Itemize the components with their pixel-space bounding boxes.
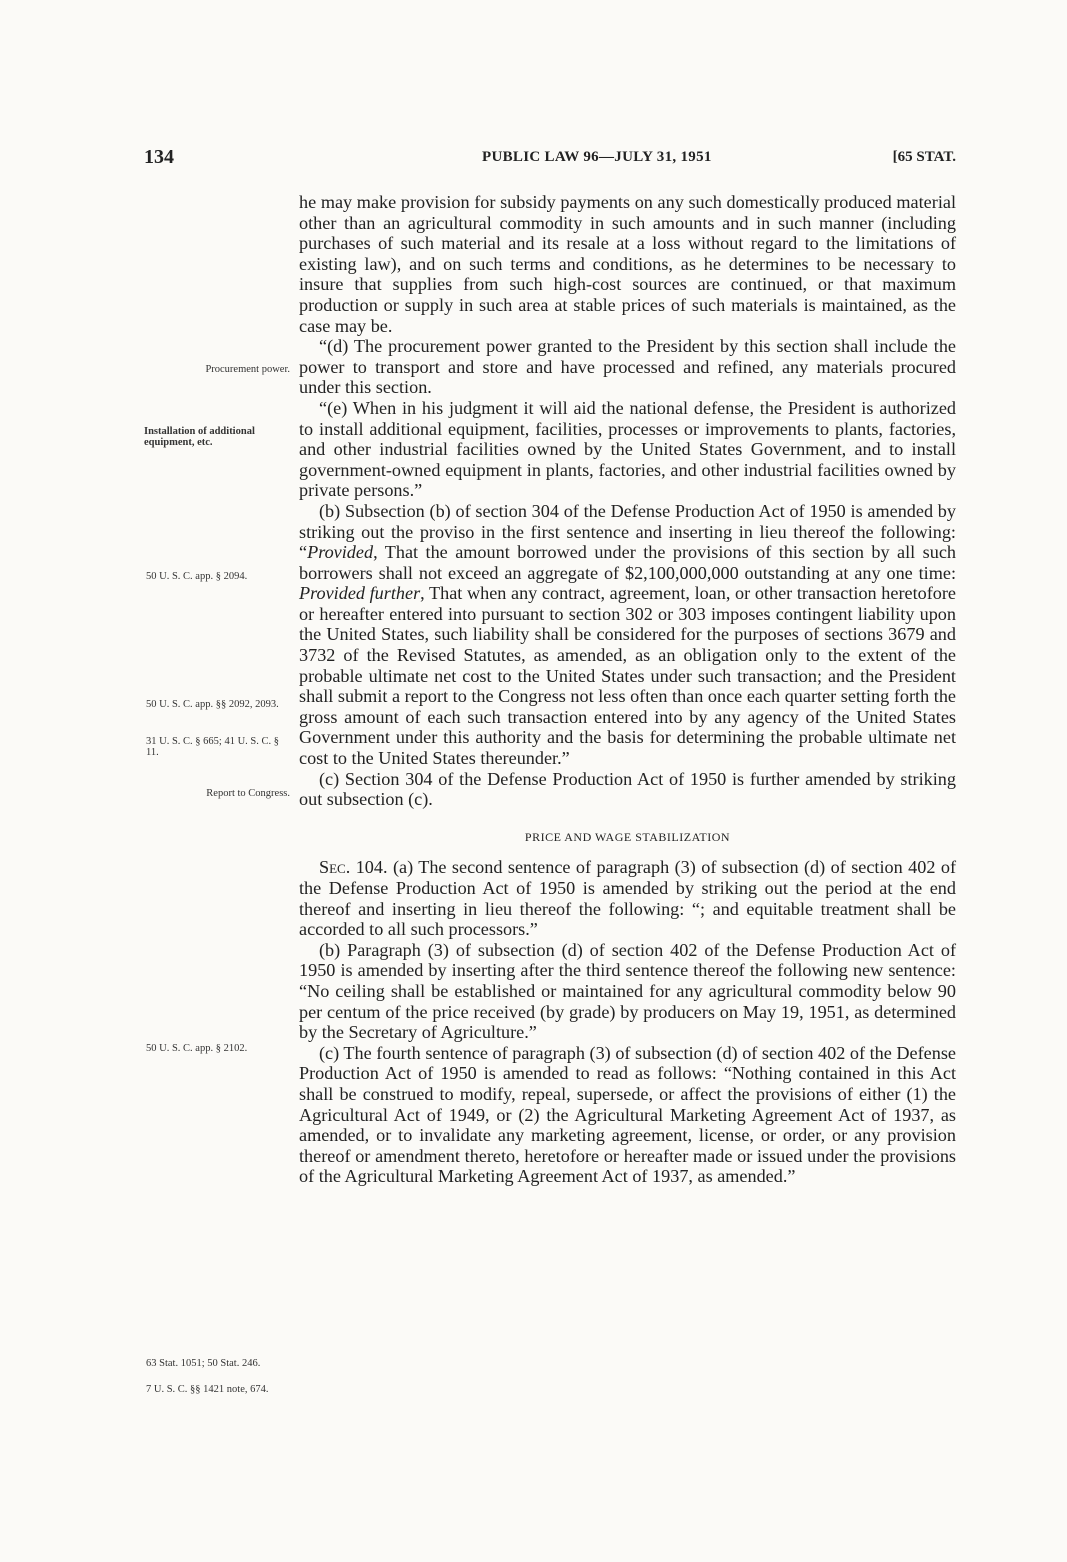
- body-text: [299, 192, 956, 1187]
- page-header: [144, 146, 956, 172]
- provided-italic: Provided: [307, 542, 374, 563]
- paragraph-b-part-2: , That the amount borrowed under the provisions of this section by all such borrowers shall not exceed an aggregate of $2,100,000,000 outstanding at any one time:: [299, 542, 956, 583]
- margin-note-cite-1421: 7 U. S. C. §§ 1421 note, 674.: [146, 1384, 269, 1395]
- margin-note-report-to-congress: Report to Congress.: [206, 788, 290, 799]
- section-104-a-text: (a) The second sentence of paragraph (3) of subsection (d) of section 402 of the Defense Production Act of 1950 is amended by striking out the period at the end thereof and inserting in lieu thereof the following: “; and equitable treatment shall be accorded to all such processors.”: [299, 857, 956, 940]
- paragraph-e-installation: “(e) When in his judgment it will aid the national defense, the President is authorized to install additional equipment, facilities, processes or improvements to plants, factories, and other industrial facilities owned by the United States Government, and to install government-owned equipment in plants, factories, and other industrial facilities owned by private persons.”: [299, 397, 956, 501]
- paragraph-b-amendment: [299, 501, 956, 769]
- section-label: Sec. 104.: [319, 857, 388, 878]
- margin-note-cite-665: 31 U. S. C. § 665; 41 U. S. C. § 11.: [146, 736, 280, 758]
- paragraph-b-part-3: , That when any contract, agreement, loan, or other transaction heretofore or hereafter entered into pursuant to section 302 or 303 imposes contingent liability upon the United States, such liability shall be considered for the purposes of sections 3679 and 3732 of the Revised Statutes, as amended, as an obligation only to the extent of the probable ultimate net cost to the United States under such transaction; and the President shall submit a report to the Congress not less often than once each quarter setting forth the gross amount of each such transaction entered into by any agency of the United States Government under this authority and the basis for determining the probable ultimate net cost to the United States thereunder.”: [299, 583, 956, 769]
- page-number: 134: [144, 146, 174, 168]
- section-heading: PRICE AND WAGE STABILIZATION: [524, 829, 731, 844]
- margin-note-cite-stat: 63 Stat. 1051; 50 Stat. 246.: [146, 1358, 261, 1369]
- volume-reference: [65 STAT.: [892, 149, 956, 165]
- margin-note-installation: Installation of additional equipment, etc.: [144, 426, 255, 448]
- running-head: PUBLIC LAW 96—JULY 31, 1951: [482, 149, 712, 165]
- paragraph-d-procurement: “(d) The procurement power granted to the President by this section shall include the power to transport and store and have processed and refined, any materials procured under this section.: [299, 336, 956, 398]
- paragraph-subsidy-continuation: he may make provision for subsidy payments on any such domestically produced material other than an agricultural commodity in such amounts and in such manner (including purchases of such material and its resale at a loss without regard to the limitations of existing law), and on such terms and conditions, as he determines to be necessary to insure that supplies from such high-cost sources are continued, or that maximum production or supply in such area at stable prices of such materials is maintained, as the case may be.: [299, 192, 956, 336]
- margin-note-cite-2094: 50 U. S. C. app. § 2094.: [146, 571, 248, 582]
- margin-note-cite-2102: 50 U. S. C. app. § 2102.: [146, 1043, 248, 1054]
- section-104-b: (b) Paragraph (3) of subsection (d) of section 402 of the Defense Production Act of 1950 is amended by inserting after the third sentence thereof the following new sentence: “No ceiling shall be established or maintained for any agricultural commodity below 90 per centum of the price received (by grade) by producers on May 19, 1951, as determined by the Secretary of Agriculture.”: [299, 939, 956, 1043]
- paragraph-c-amendment: (c) Section 304 of the Defense Production Act of 1950 is further amended by striking out subsection (c).: [299, 768, 956, 810]
- section-104-a: [299, 857, 956, 939]
- paragraph-b-part-1: (b) Subsection (b) of section 304 of the Defense Production Act of 1950 is amended by striking out the proviso in the first sentence and inserting in lieu thereof the following: “: [299, 500, 956, 563]
- provided-further-italic: Provided further: [299, 583, 421, 604]
- margin-note-cite-2092-2093: 50 U. S. C. app. §§ 2092, 2093.: [146, 699, 279, 710]
- margin-note-procurement-power: Procurement power.: [205, 364, 290, 375]
- section-104-c: (c) The fourth sentence of paragraph (3) of subsection (d) of section 402 of the Defense Production Act of 1950 is amended to read as follows: “Nothing contained in this Act shall be construed to modify, repeal, supersede, or affect the provisions of either (1) the Agricultural Act of 1949, or (2) the Agricultural Marketing Agreement Act of 1937, as amended, or to invalidate any marketing agreement, license, or order, or any provision thereof or amendment thereto, heretofore or hereafter made or issued under the provisions of the Agricultural Marketing Agreement Act of 1937, as amended.”: [299, 1042, 956, 1187]
